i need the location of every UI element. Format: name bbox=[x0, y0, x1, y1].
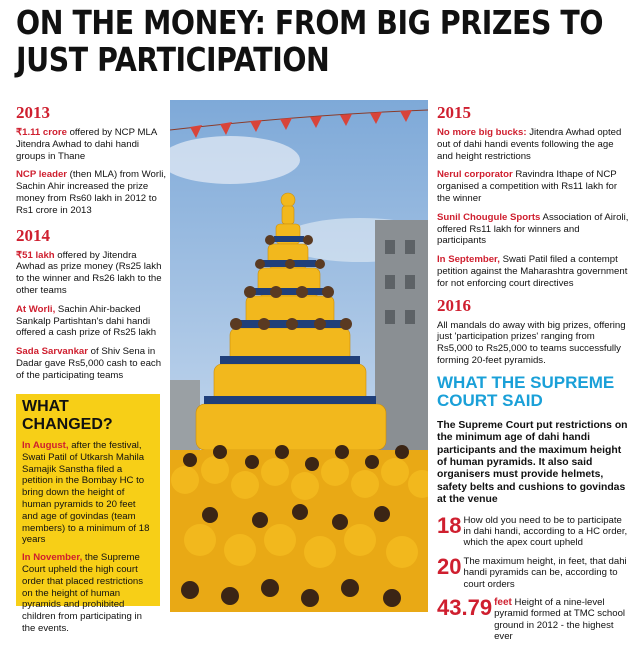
entry-2016-1: All mandals do away with big prizes, offering just 'participation prizes' ranging from Rs5,000 to Rs25,000 to teams successfully forming 20-feet pyramids. bbox=[437, 319, 626, 366]
changed-para-2 bbox=[22, 552, 154, 635]
right-column bbox=[437, 104, 629, 650]
entry-highlight: Nerul corporator bbox=[437, 169, 513, 181]
entry-2014-3 bbox=[16, 346, 166, 381]
entry-highlight: In September, bbox=[437, 254, 500, 266]
entry-text: Sachin Ahir-backed Sankalp Partishtan's dahi handi offered a cash prize of Rs25 lakh bbox=[16, 303, 157, 339]
left-column bbox=[16, 104, 166, 389]
stat-height bbox=[437, 553, 629, 590]
stat-age bbox=[437, 512, 629, 549]
page-title bbox=[16, 3, 604, 79]
stat-number: 18 bbox=[437, 512, 462, 538]
entry-2014-1 bbox=[16, 250, 166, 297]
court-title-line-1: WHAT THE SUPREME bbox=[437, 372, 615, 392]
entry-2013-2 bbox=[16, 169, 166, 216]
entry-highlight: At Worli, bbox=[16, 303, 56, 315]
entry-text: Association of Airoli, offered Rs11 lakh for winners and participants bbox=[437, 211, 629, 247]
entry-2014-2 bbox=[16, 304, 166, 339]
stat-description: Height of a nine-level pyramid formed at TMC school ground in 2012 - the highest ever bbox=[494, 597, 626, 643]
entry-2015-4 bbox=[437, 254, 629, 289]
pyramid-illustration bbox=[170, 100, 428, 612]
stat-text: The maximum height, in feet, that dahi handi pyramids can be, according to court orders bbox=[463, 555, 627, 590]
entry-highlight: Sada Sarvankar bbox=[16, 346, 88, 358]
entry-text: Ravindra Ithape of NCP organised a competition with Rs11 lakh for the winner bbox=[437, 169, 618, 204]
stat-number: 43.79 bbox=[437, 595, 493, 621]
stat-text: How old you need to be to participate in dahi handi, according to a HC order, which the apex court upheld bbox=[463, 514, 628, 549]
entry-highlight: Sunil Chougule Sports bbox=[437, 211, 541, 223]
entry-text: after the festival, Swati Patil of Utkarsh Mahila Samajik Sanstha filed a petition in the Bombay HC to bring down the height of human pyramids to 20 feet and age of govindas (team members) to a minimum of 18 years bbox=[22, 440, 150, 546]
entry-highlight: NCP leader bbox=[16, 169, 68, 181]
what-changed-title: WHAT CHANGED? bbox=[22, 398, 113, 433]
court-said-title bbox=[437, 374, 629, 410]
title-line-1: ON THE MONEY: FROM BIG PRIZES TO bbox=[16, 3, 604, 42]
stat-number: 20 bbox=[437, 553, 462, 579]
entry-highlight: No more big bucks: bbox=[437, 127, 527, 138]
entry-highlight: ₹51 lakh bbox=[16, 249, 55, 261]
year-2014: 2014 bbox=[16, 225, 50, 245]
entry-text: offered by Jitendra Awhad as prize money (Rs25 lakh to the winner and Rs26 lakh to the other teams bbox=[16, 249, 162, 296]
entry-text: offered by NCP MLA Jitendra Awhad to dahi handi groups in Thane bbox=[16, 127, 157, 162]
court-title-line-2: COURT SAID bbox=[437, 390, 543, 410]
changed-para-1 bbox=[22, 440, 154, 546]
human-pyramid-photo bbox=[170, 100, 428, 612]
what-changed-panel bbox=[16, 394, 160, 634]
entry-highlight: In August, bbox=[22, 440, 69, 451]
entry-highlight: ₹1.11 crore bbox=[16, 127, 67, 138]
entry-highlight: In November, bbox=[22, 552, 83, 564]
year-2016: 2016 bbox=[437, 295, 471, 315]
entry-2015-2 bbox=[437, 169, 629, 204]
court-intro: The Supreme Court put restrictions on the minimum age of dahi handi participants and the maximum height of human pyramids. It also said organisers must provide helmets, safety belts and cushions to govindas at the venue bbox=[437, 419, 628, 506]
year-2015: 2015 bbox=[437, 103, 471, 122]
year-2013: 2013 bbox=[16, 103, 50, 122]
entry-text: the Supreme Court upheld the high court order that placed restrictions on the height of human pyramids and prohibited children from participating in the events. bbox=[22, 552, 144, 634]
entry-2013-1 bbox=[16, 127, 166, 162]
entry-text: Swati Patil filed a contempt petition against the Maharashtra government for not enforcing court directives bbox=[437, 254, 628, 289]
entry-text: (then MLA) from Worli, Sachin Ahir increased the prize money from Rs60 lakh in 2012 to Rs1 crore in 2013 bbox=[16, 169, 166, 216]
entry-text: of Shiv Sena in Dadar gave Rs5,000 cash to each of the participating teams bbox=[16, 346, 162, 381]
entry-2015-1 bbox=[437, 127, 629, 162]
title-line-2: JUST PARTICIPATION bbox=[16, 40, 330, 79]
entry-2015-3 bbox=[437, 212, 629, 247]
stat-text bbox=[494, 597, 629, 643]
stat-unit: feet bbox=[494, 597, 512, 609]
stat-record bbox=[437, 597, 629, 643]
entry-text: Jitendra Awhad opted out of dahi handi events following the age and height restrictions bbox=[437, 127, 622, 162]
